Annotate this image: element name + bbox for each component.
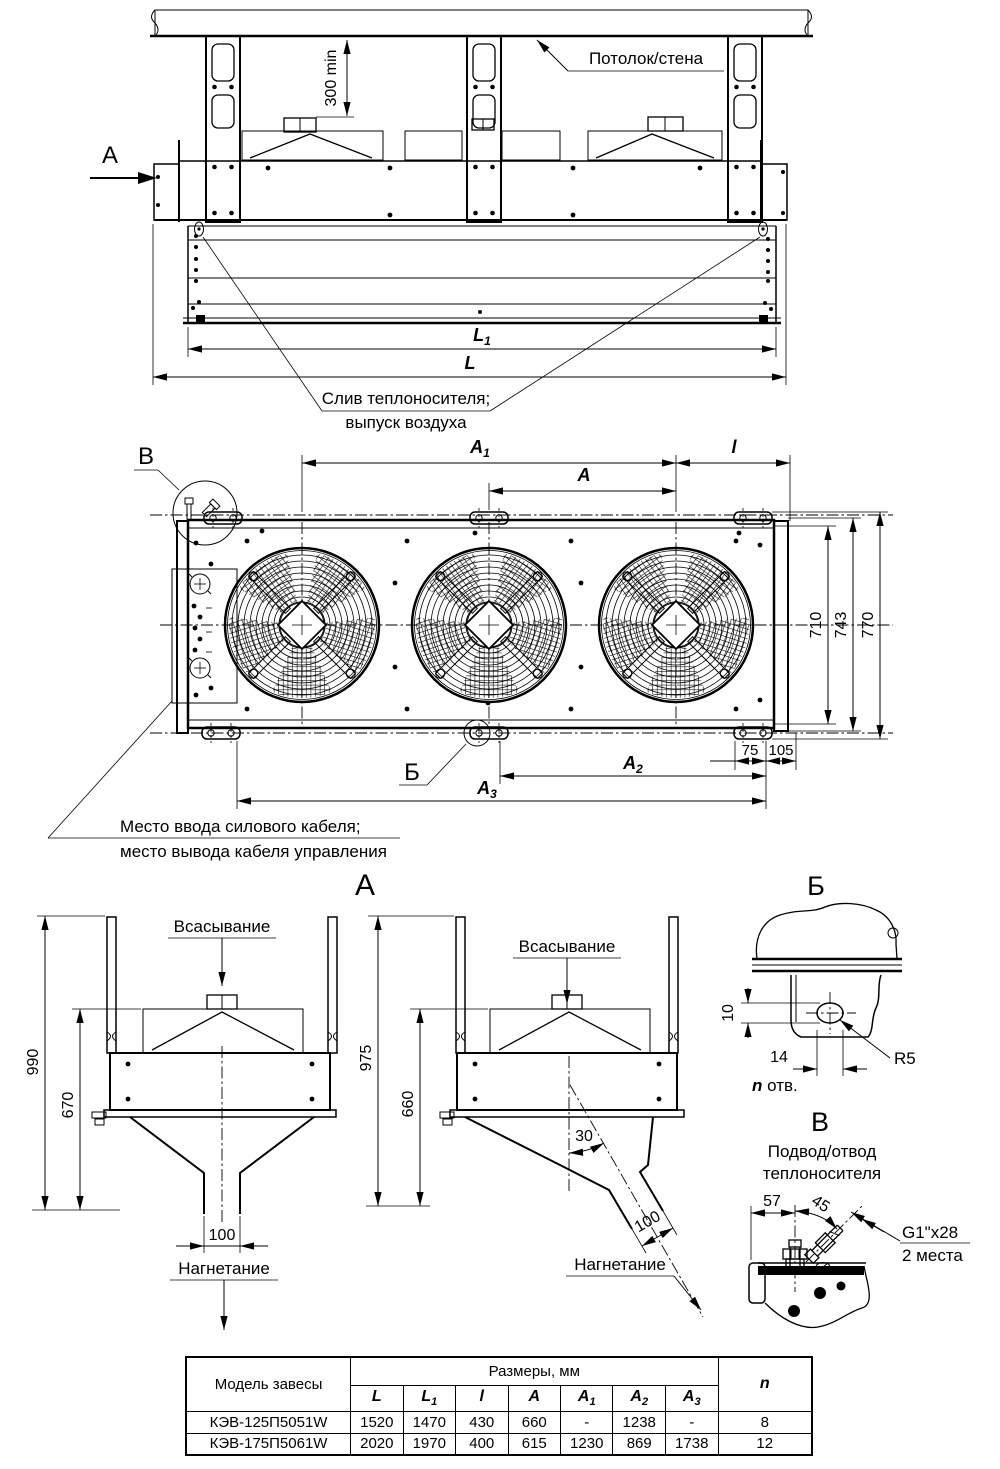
- cable-note-line2: место вывода кабеля управления: [120, 842, 387, 861]
- value-cell: 430: [456, 1411, 508, 1433]
- ceiling-hatch: [155, 10, 808, 36]
- dim-A3-sub: 3: [490, 787, 497, 801]
- holes-note: [752, 1076, 798, 1095]
- detail-v-marker: В: [137, 443, 155, 470]
- col-L-base: L: [371, 1387, 382, 1405]
- dimensions-table: [185, 1356, 813, 1456]
- discharge-label-right: Нагнетание: [574, 1255, 666, 1274]
- value-cell: 400: [456, 1433, 508, 1455]
- detail-b: [720, 871, 916, 1095]
- dim-A-base: A: [577, 465, 591, 485]
- dim-100-left: 100: [208, 1227, 236, 1244]
- value-cell: 615: [508, 1433, 560, 1455]
- value-cell: 1738: [665, 1433, 718, 1455]
- dim-angle-30: 30: [575, 1128, 593, 1145]
- dim-L1-sub: 1: [484, 334, 491, 348]
- plan-view: [48, 437, 893, 861]
- pipe-port-bottom: [189, 658, 211, 678]
- col-A1-base: A: [577, 1387, 590, 1405]
- holes-note-n: n: [752, 1076, 763, 1095]
- count-header-cell: n: [718, 1357, 812, 1411]
- model-name-cell: КЭВ-125П5051W: [186, 1411, 351, 1433]
- col-header-A1: [561, 1385, 613, 1411]
- value-cell: -: [561, 1411, 613, 1433]
- count-cell: 8: [718, 1411, 812, 1433]
- suction-label-right: Всасывание: [518, 937, 616, 956]
- col-A3-sub: 3: [694, 1396, 701, 1409]
- dim-975: 975: [358, 1044, 375, 1072]
- plenum-rivets: [191, 234, 773, 314]
- dim-A1-sub: 1: [483, 446, 490, 460]
- col-l-base: l: [479, 1387, 484, 1405]
- dim-57: 57: [763, 1193, 781, 1210]
- view-arrow-label: А: [101, 142, 119, 169]
- value-cell: 869: [613, 1433, 665, 1455]
- pipe-port-top: [189, 574, 211, 594]
- value-cell: 1520: [351, 1411, 403, 1433]
- dim-990: 990: [25, 1048, 42, 1076]
- value-cell: 2020: [351, 1433, 403, 1455]
- table-row: [186, 1411, 812, 1433]
- table-row: [186, 1433, 812, 1455]
- col-header-A2: [613, 1385, 665, 1411]
- dim-A1-label: [469, 437, 490, 460]
- dim-A2-base: A: [623, 753, 637, 773]
- value-cell: 1238: [613, 1411, 665, 1433]
- dim-angle-45: 45: [808, 1192, 833, 1217]
- dim-670: 670: [60, 1091, 77, 1119]
- dim-75: 75: [741, 742, 759, 759]
- section-a: [25, 869, 703, 1330]
- col-L1-base: L: [421, 1387, 432, 1405]
- section-a-title: А: [354, 869, 376, 902]
- dim-L1-label: [473, 325, 491, 348]
- detail-b-title: Б: [807, 871, 825, 901]
- dim-l-label: [731, 437, 737, 457]
- col-A1-sub: 1: [589, 1396, 596, 1409]
- col-A2-base: A: [630, 1387, 642, 1405]
- dim-L1-base: L: [473, 325, 485, 345]
- dim-710: 710: [808, 611, 825, 639]
- col-A-base: A: [528, 1387, 541, 1405]
- dim-660: 660: [400, 1090, 417, 1118]
- thread-label: G1"x28: [902, 1223, 959, 1242]
- dim-A3-base: A: [477, 778, 491, 798]
- col-header-l: [456, 1385, 508, 1411]
- model-header-cell: Модель завесы: [186, 1357, 351, 1411]
- col-L1-sub: 1: [431, 1396, 438, 1409]
- col-header-L1: [403, 1385, 455, 1411]
- clearance-dim: 300 min: [323, 49, 340, 107]
- dim-L-base: L: [464, 353, 476, 373]
- dim-A-label: [577, 465, 591, 485]
- dim-A2-label: [622, 753, 643, 776]
- ceiling-label: Потолок/стена: [588, 49, 704, 68]
- radius-label: R5: [894, 1049, 916, 1068]
- dim-l-base: l: [731, 437, 737, 457]
- value-cell: 1470: [403, 1411, 455, 1433]
- col-header-L: [351, 1385, 403, 1411]
- dim-770: 770: [860, 611, 877, 639]
- col-A3-base: A: [682, 1387, 695, 1405]
- cable-note-line1: Место ввода силового кабеля;: [120, 817, 361, 836]
- value-cell: 660: [508, 1411, 560, 1433]
- model-name-cell: КЭВ-175П5061W: [186, 1433, 351, 1455]
- dim-100-right: 100: [631, 1208, 664, 1237]
- col-header-A3: [665, 1385, 718, 1411]
- detail-v-note2: теплоносителя: [762, 1164, 882, 1183]
- sizes-header-cell: Размеры, мм: [351, 1357, 718, 1385]
- drain-note-line1: Слив теплоносителя;: [321, 389, 491, 408]
- dim-L-label: [465, 353, 476, 373]
- section-a-left: [25, 916, 337, 1330]
- holes-note-rest: отв.: [762, 1076, 798, 1095]
- dim-105: 105: [768, 742, 794, 759]
- section-a-right: [358, 916, 703, 1317]
- dim-A3-label: [476, 778, 497, 801]
- places-label: 2 места: [902, 1246, 963, 1265]
- detail-v: [749, 1107, 970, 1327]
- detail-v-note1: Подвод/отвод: [767, 1142, 877, 1161]
- detail-v-title: В: [810, 1107, 830, 1137]
- suction-label-left: Всасывание: [173, 917, 271, 936]
- value-cell: 1230: [561, 1433, 613, 1455]
- col-A2-sub: 2: [641, 1396, 649, 1409]
- value-cell: 1970: [403, 1433, 455, 1455]
- col-header-A: [508, 1385, 560, 1411]
- count-cell: 12: [718, 1433, 812, 1455]
- dim-743: 743: [833, 611, 850, 639]
- dim-A2-sub: 2: [636, 762, 643, 776]
- dim-14: 14: [770, 1049, 788, 1066]
- discharge-label-left: Нагнетание: [178, 1259, 270, 1278]
- front-view: [90, 10, 813, 432]
- detail-b-marker: Б: [404, 759, 420, 786]
- drain-note-line2: выпуск воздуха: [345, 413, 467, 432]
- dim-A1-base: A: [470, 437, 484, 457]
- value-cell: -: [665, 1411, 718, 1433]
- dim-10: 10: [720, 1004, 737, 1022]
